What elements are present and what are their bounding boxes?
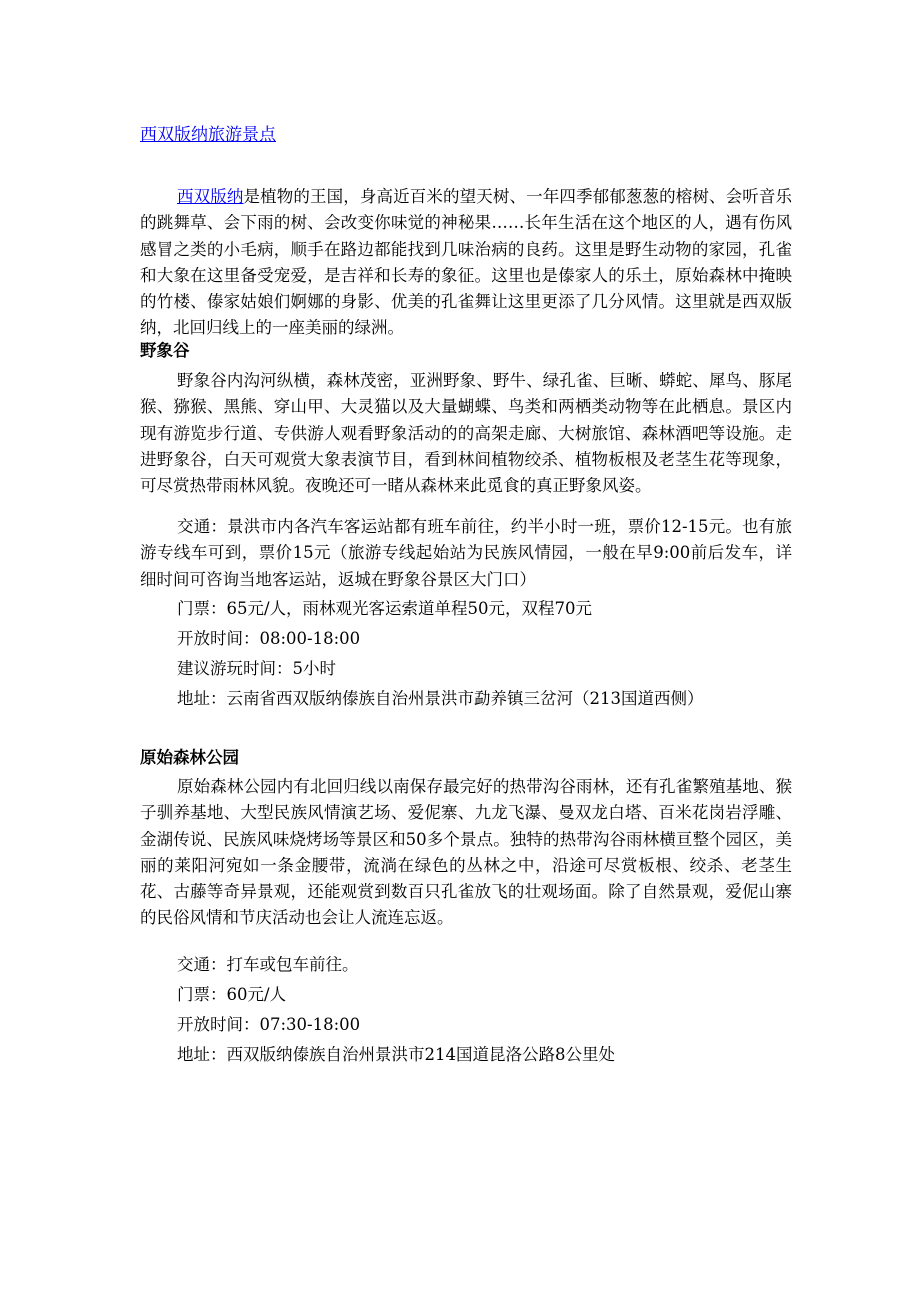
section-description-yexianggu: 野象谷内沟河纵横，森林茂密，亚洲野象、野牛、绿孔雀、巨晰、蟒蛇、犀鸟、豚尾猴、猕猴、黑熊、穿山甲、大灵猫以及大量蝴蝶、鸟类和两栖类动物等在此栖息。景区内现有游览步行道、专供游人观看野象活动的的高架走廊、大树旅馆、森林酒吧等设施。走进野象谷，白天可观赏大象表演节目，看到林间植物绞杀、植物板根及老茎生花等现象，可尽赏热带雨林风貌。夜晚还可一睹从森林来此觅食的真正野象风姿。: [140, 371, 792, 496]
transport-info-forest-park: 交通：打车或包车前往。: [177, 955, 359, 974]
intro-text: 是植物的王国，身高近百米的望天树、一年四季郁郁葱葱的榕树、会听音乐的跳舞草、会下雨的树、会改变你味觉的神秘果……长年生活在这个地区的人，遇有伤风感冒之类的小毛病，顺手在路边都能找到几味治病的良药。这里是野生动物的家园，孔雀和大象在这里备受宠爱，是吉祥和长寿的象征。这里也是傣家人的乐土，原始森林中掩映的竹楼、傣家姑娘们婀娜的身影、优美的孔雀舞让这里更添了几分风情。这里就是西双版纳，北回归线上的一座美丽的绿洲。: [140, 187, 792, 338]
transport-info-yexianggu: 交通：景洪市内各汽车客运站都有班车前往，约半小时一班，票价12-15元。也有旅游专线车可到，票价15元（旅游专线起始站为民族风情园，一般在早9:00前后发车，详细时间可咨询当地客运站，返城在野象谷景区大门口）: [140, 517, 792, 589]
section-heading-yexianggu: 野象谷: [140, 341, 190, 360]
ticket-info-yexianggu: 门票：65元/人，雨林观光客运索道单程50元，双程70元: [177, 599, 593, 618]
section-heading-forest-park: 原始森林公园: [140, 748, 239, 767]
address-yexianggu: 地址：云南省西双版纳傣族自治州景洪市勐养镇三岔河（213国道西侧）: [177, 689, 704, 708]
page-title-link[interactable]: 西双版纳旅游景点: [140, 125, 276, 145]
opening-hours-yexianggu: 开放时间：08:00-18:00: [177, 629, 361, 648]
suggested-duration-yexianggu: 建议游玩时间：5小时: [177, 659, 336, 678]
address-forest-park: 地址：西双版纳傣族自治州景洪市214国道昆洛公路8公里处: [177, 1045, 615, 1064]
opening-hours-forest-park: 开放时间：07:30-18:00: [177, 1015, 361, 1034]
section-description-forest-park: 原始森林公园内有北回归线以南保存最完好的热带沟谷雨林，还有孔雀繁殖基地、猴子驯养基地、大型民族风情演艺场、爱伲寨、九龙飞瀑、曼双龙白塔、百米花岗岩浮雕、金湖传说、民族风味烧烤场等景区和50多个景点。独特的热带沟谷雨林横亘整个园区，美丽的莱阳河宛如一条金腰带，流淌在绿色的丛林之中，沿途可尽赏板根、绞杀、老茎生花、古藤等奇异景观，还能观赏到数百只孔雀放飞的壮观场面。除了自然景观，爱伲山寨的民俗风情和节庆活动也会让人流连忘返。: [140, 777, 792, 928]
intro-paragraph: [140, 184, 792, 342]
xishuangbanna-link[interactable]: 西双版纳: [177, 187, 244, 206]
ticket-info-forest-park: 门票：60元/人: [177, 985, 287, 1004]
